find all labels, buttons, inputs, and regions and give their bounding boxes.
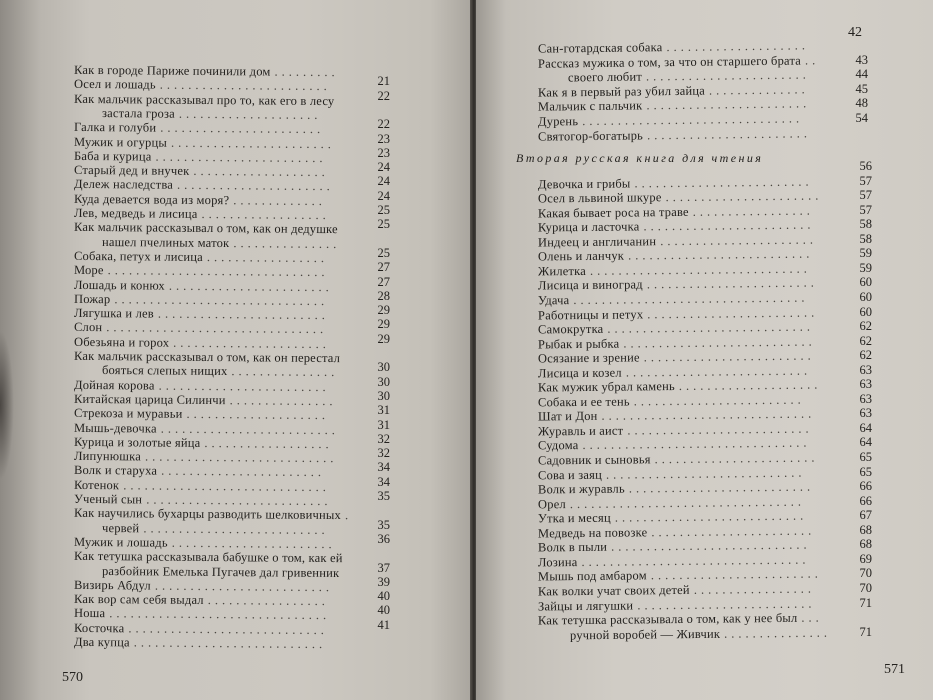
dot-leader: ..............................: [601, 406, 816, 424]
toc-entry-title: Судома: [537, 438, 579, 453]
toc-entry-title: Курица и золотые яйца: [73, 434, 201, 450]
toc-entry-title: Обезьяна и горох: [73, 334, 170, 350]
toc-entry: [102, 363, 338, 379]
toc-entry-title: Жилетка: [537, 263, 587, 279]
toc-page-number: 63: [859, 377, 872, 392]
dot-leader: .................: [693, 581, 815, 597]
dot-leader: ........................: [155, 149, 327, 165]
dot-leader: .........................: [160, 421, 339, 437]
toc-entry-title: Как научились бухарцы разводить шелковичных: [73, 506, 342, 523]
dot-leader: ...............: [231, 364, 339, 380]
toc-entry-title: Лисица и козел: [537, 365, 622, 381]
toc-entry-title: Пожар: [73, 291, 111, 307]
toc-entry-title: Стрекоза и муравьи: [73, 406, 183, 422]
toc-entry-title: Дележ наследства: [73, 177, 174, 193]
toc-page-number: 60: [859, 304, 872, 319]
toc-page-number: 25: [377, 217, 390, 232]
toc-entry-title: Куда девается вода из моря?: [73, 191, 230, 207]
dot-leader: ............................: [128, 621, 328, 637]
toc-entry-title: Ученый сын: [73, 491, 143, 507]
toc-page-number: 28: [377, 288, 390, 303]
dot-leader: ..........................: [625, 363, 812, 380]
toc-entry-title: Осел и лошадь: [73, 77, 156, 92]
toc-entry-title: Мышь-девочка: [73, 420, 157, 436]
dot-leader: .......................: [651, 523, 816, 540]
dot-leader: .......................: [170, 135, 335, 151]
toc-entry-title: Как тетушка рассказывала бабушке о том, как ей: [73, 549, 343, 566]
toc-entry-title: Осязание и зрение: [537, 350, 640, 366]
toc-page-number: 23: [377, 145, 390, 160]
toc-entry-title: Работницы и петух: [537, 306, 644, 322]
toc-page-number: 62: [859, 333, 872, 348]
dot-leader: .................: [207, 593, 329, 609]
toc-entry-title: Зайцы и лягушки: [537, 597, 634, 613]
dot-leader: ...........................: [614, 508, 808, 525]
toc-entry: [74, 277, 333, 293]
toc-entry-title: Медведь на повозке: [537, 525, 648, 541]
dot-leader: ......................: [660, 232, 817, 248]
toc-page-number: 66: [859, 479, 872, 494]
toc-entry-title: Два купца: [73, 634, 130, 650]
dot-leader: ...............: [724, 625, 832, 641]
toc-entry-title: Ноша: [73, 606, 106, 621]
toc-page-number: 35: [377, 517, 390, 532]
toc-entry-title: Старый дед и внучек: [73, 162, 190, 178]
toc-page-number: 31: [377, 403, 390, 418]
toc-page-number: 70: [859, 580, 872, 595]
dot-leader: ...........................: [144, 449, 338, 466]
toc-entry-title: Лозина: [537, 554, 578, 570]
toc-page-number: 40: [377, 603, 390, 618]
toc-page-number: 66: [859, 493, 872, 508]
toc-entry-title: Как тетушка рассказывала о том, как у нее был: [537, 610, 798, 628]
toc-entry: [74, 77, 331, 93]
left-page-number: 570: [62, 670, 83, 685]
dot-leader: ......................: [173, 335, 331, 351]
toc-page-number: 44: [855, 67, 868, 82]
toc-entry: [74, 134, 335, 150]
toc-entry: [74, 177, 334, 193]
toc-page-number: 23: [377, 131, 390, 146]
toc-entry-title: Сан-готардская собака: [537, 40, 663, 56]
toc-entry: [74, 320, 327, 336]
toc-entry-title: Как в городе Париже починили дом: [73, 62, 271, 79]
toc-page-number: 59: [859, 260, 872, 275]
toc-page-number: 63: [859, 391, 872, 406]
dot-leader: .......................: [160, 120, 325, 137]
toc-page-number: 40: [377, 589, 390, 604]
dot-leader: .................: [692, 203, 814, 219]
toc-page-number: 57: [859, 173, 872, 188]
toc-page-number: 29: [377, 317, 390, 332]
toc-page-number: 35: [377, 489, 390, 503]
toc-entry-title: Волк и старуха: [73, 463, 158, 479]
toc-page-number: 30: [377, 388, 390, 403]
dot-leader: ....................: [678, 377, 822, 394]
toc-entry-title: Визирь Абдул: [73, 577, 151, 593]
dot-leader: ................................: [581, 552, 810, 569]
toc-entry-title: Лягушка и лев: [73, 305, 154, 321]
toc-page-number: 62: [859, 348, 872, 363]
toc-entry-title: Мышь под амбаром: [537, 568, 647, 584]
dot-leader: ........................: [643, 348, 815, 365]
toc-entry: [74, 406, 329, 422]
dot-leader: ...............................: [109, 606, 331, 623]
dot-leader: ........................: [157, 306, 329, 323]
toc-page-number: 58: [859, 231, 872, 246]
toc-entry-title: Осел в львиной шкуре: [537, 190, 662, 206]
toc-page-number: 65: [859, 464, 872, 479]
toc-page-number: 37: [377, 560, 390, 575]
dot-leader: .................................: [569, 494, 806, 511]
dot-leader: .......................: [654, 450, 819, 467]
dot-leader: ..........................: [627, 421, 813, 438]
toc-page-number: 45: [855, 81, 868, 96]
toc-entry-title: Индеец и англичанин: [537, 233, 657, 250]
toc-entry-title: Море: [73, 263, 104, 278]
toc-entry: [102, 521, 329, 537]
toc-entry-title: Святогор-богатырь: [537, 127, 644, 144]
toc-entry-title: ручной воробей — Живчик: [569, 626, 721, 642]
toc-page-number: 36: [377, 531, 390, 546]
toc-page-number: 60: [859, 289, 872, 304]
toc-entry-title: Курица и ласточка: [537, 219, 640, 235]
toc-page-number: 32: [377, 446, 390, 461]
toc-page-number: 60: [859, 275, 872, 290]
dot-leader: ........................: [158, 378, 330, 394]
dot-leader: ...............................: [107, 263, 329, 280]
toc-page-number: 65: [859, 450, 872, 464]
toc-page-number: 64: [859, 435, 872, 450]
dot-leader: .................: [206, 249, 329, 265]
toc-entry-title: Сова и заяц: [537, 467, 603, 482]
dot-leader: ...............: [233, 235, 341, 251]
dot-leader: ....................: [666, 38, 810, 55]
toc-page-number: 27: [377, 260, 390, 275]
toc-page-number: 70: [859, 566, 872, 581]
dot-leader: .........................: [637, 596, 816, 612]
toc-entry: [570, 625, 831, 642]
toc-entry-title: Какая бывает роса на траве: [537, 204, 689, 221]
toc-entry-title: Как волки учат своих детей: [537, 582, 690, 599]
toc-page-number: 57: [859, 188, 872, 203]
dot-leader: ............................: [611, 537, 811, 554]
toc-entry: [74, 606, 330, 622]
toc-page-number: 58: [859, 217, 872, 232]
toc-entry-title: Шат и Дон: [537, 409, 598, 424]
toc-entry: [538, 291, 809, 308]
toc-page-number: 64: [859, 420, 872, 435]
toc-page-number: 67: [859, 508, 872, 523]
dot-leader: .................................: [573, 290, 809, 307]
dot-leader: ....................: [186, 407, 330, 423]
dot-leader: .............................: [607, 319, 815, 336]
toc-page-number: 34: [377, 474, 390, 489]
toc-entry: [74, 506, 352, 522]
toc-page-number: 32: [377, 431, 390, 446]
toc-entry-title: Баба и курица: [73, 148, 152, 164]
dot-leader: ...............................: [589, 261, 811, 278]
toc-entry-title: Собака и ее тень: [537, 394, 630, 410]
dot-leader: .........................: [154, 578, 334, 594]
toc-page-number: 43: [855, 52, 868, 67]
toc-entry-title: Дурень: [537, 114, 579, 129]
toc-entry-title: Лошадь и конюх: [73, 277, 165, 293]
toc-entry: [538, 126, 811, 143]
carryover-page-number: 42: [848, 25, 862, 40]
toc-entry: [74, 635, 326, 651]
dot-leader: ................................: [582, 436, 811, 453]
dot-leader: ........................: [643, 217, 815, 234]
toc-entry-title: Липунюшка: [73, 448, 142, 464]
toc-entry-title: Как мужик убрал камень: [537, 379, 675, 395]
dot-leader: ...............: [229, 393, 337, 409]
toc-page-number: 39: [377, 574, 390, 589]
dot-leader: ...: [801, 610, 823, 625]
dot-leader: .......................: [645, 67, 810, 84]
toc-entry-title: Журавль и аист: [537, 423, 624, 439]
toc-page-number: 22: [377, 117, 390, 132]
dot-leader: .......................: [646, 96, 811, 113]
right-page-number: 571: [884, 662, 905, 677]
dot-leader: .........: [274, 64, 339, 80]
dot-leader: ..............: [708, 82, 809, 98]
toc-entry: [74, 549, 343, 565]
toc-entry-title: Дойная корова: [73, 377, 155, 393]
toc-page-number: 34: [377, 460, 390, 475]
dot-leader: .........................: [634, 174, 813, 190]
toc-page-number: 29: [377, 331, 390, 346]
toc-page-number: 54: [855, 111, 868, 125]
section-title: Вторая русская книга для чтения: [516, 151, 764, 165]
toc-entry-title: Как мальчик рассказывал о том, как он перестал: [73, 348, 341, 366]
toc-entry-title: Утка и месяц: [537, 510, 611, 526]
toc-page-number: 68: [859, 537, 872, 552]
toc-entry-title: Волк и журавль: [537, 481, 625, 497]
toc-entry-title: Галка и голуби: [73, 120, 157, 135]
toc-page-number: 31: [377, 417, 390, 432]
toc-entry-title: Как вор сам себя выдал: [73, 591, 204, 608]
toc-page-number: 30: [377, 360, 390, 375]
dot-leader: ........................: [646, 275, 818, 292]
toc-entry: [74, 463, 325, 479]
dot-leader: .......................: [168, 278, 333, 294]
toc-entry-title: Садовник и сыновья: [537, 452, 651, 468]
toc-entry: [74, 420, 339, 436]
toc-entry-title: Лисица и виноград: [537, 277, 643, 293]
toc-entry-title: Орел: [537, 496, 566, 512]
dot-leader: ...............................: [106, 320, 328, 337]
toc-page-number: 27: [377, 274, 390, 289]
finger-shadow: [0, 330, 14, 480]
toc-page-number: 22: [377, 88, 390, 103]
toc-page-number: 59: [859, 246, 872, 261]
dot-leader: .......................: [161, 464, 326, 480]
toc-page-number: 25: [377, 245, 390, 260]
toc-entry: [74, 120, 324, 136]
toc-entry-title: Удача: [537, 293, 570, 308]
dot-leader: ...........................: [623, 334, 816, 351]
toc-entry-title: червей: [101, 520, 140, 535]
dot-leader: .......................: [646, 125, 811, 142]
toc-entry: [538, 611, 823, 628]
toc-entry-title: Лев, медведь и лисица: [73, 205, 198, 221]
toc-entry-title: Мальчик с пальчик: [537, 98, 643, 115]
dot-leader: ..........................: [146, 492, 332, 509]
dot-leader: ........................: [159, 77, 331, 94]
toc-entry: [538, 581, 815, 598]
toc-page-number: 69: [859, 551, 872, 566]
toc-entry-title: Китайская царица Силинчи: [73, 391, 226, 408]
dot-leader: ........................: [650, 566, 822, 583]
toc-entry: [538, 320, 814, 337]
toc-entry-title: Как мальчик рассказывал о том, как он дедушке: [73, 220, 338, 237]
toc-entry-title: Олень и ланчук: [537, 248, 625, 264]
toc-page-number: 24: [377, 174, 390, 189]
dot-leader: .............................: [123, 478, 330, 494]
toc-entry-title: нашел пчелиных маток: [101, 234, 230, 250]
toc-page-number: 29: [377, 303, 390, 318]
toc-page-number: 30: [377, 374, 390, 389]
toc-entry-title: Как мальчик рассказывал про то, как его в лесу: [73, 91, 335, 108]
right-page: [476, 0, 933, 700]
dot-leader: ..........................: [628, 479, 815, 496]
dot-leader: ........................: [647, 305, 819, 321]
dot-leader: ............................: [605, 465, 806, 482]
toc-entry-title: Собака, петух и лисица: [73, 248, 204, 264]
toc-entry: [102, 235, 340, 251]
dot-leader: ........................: [633, 392, 805, 409]
toc-entry-title: Котенок: [73, 477, 120, 492]
toc-entry: [74, 220, 338, 236]
toc-entry-title: Рассказ мужика о том, за что он старшего брата: [537, 53, 802, 71]
toc-entry-title: своего любит: [567, 69, 643, 85]
dot-leader: ......................: [176, 178, 334, 194]
dot-leader: ..........................: [627, 246, 814, 263]
dot-leader: ..........................: [143, 520, 329, 537]
toc-entry-title: Рыбак и рыбка: [537, 336, 620, 352]
toc-page-number: 57: [859, 202, 872, 217]
toc-entry-title: Мужик и огурцы: [73, 134, 168, 150]
toc-page-number: 41: [377, 617, 390, 632]
toc-page-number: 48: [855, 96, 868, 111]
dot-leader: .: [344, 508, 353, 523]
toc-entry-title: Косточка: [73, 620, 125, 636]
toc-page-number: 56: [859, 159, 872, 173]
dot-leader: .............: [233, 192, 326, 208]
toc-page-number: 25: [377, 203, 390, 217]
dot-leader: ..: [804, 52, 820, 68]
dot-leader: ......................: [665, 188, 823, 205]
dot-leader: .......................: [171, 535, 336, 552]
toc-page-number: 24: [377, 160, 390, 175]
toc-page-number: 71: [859, 595, 872, 610]
dot-leader: ..................: [201, 206, 330, 223]
toc-page-number: 62: [859, 319, 872, 334]
toc-entry: [102, 563, 339, 579]
toc-entry-title: застала гроза: [101, 105, 175, 121]
toc-entry-title: Девочка и грибы: [537, 176, 631, 191]
toc-entry-title: Самокрутка: [537, 321, 604, 337]
dot-leader: ..................: [204, 435, 333, 451]
toc-page-number: 68: [859, 522, 872, 537]
toc-page-number: 63: [859, 362, 872, 377]
toc-entry-title: Слон: [73, 320, 103, 335]
toc-page-number: 21: [377, 74, 390, 89]
toc-entry-title: Как я в первый раз убил зайца: [537, 83, 706, 100]
toc-entry: [74, 263, 329, 279]
toc-page-number: 24: [377, 188, 390, 203]
dot-leader: ..............................: [114, 292, 329, 308]
dot-leader: ...........................: [133, 635, 327, 652]
toc-entry-title: Волк в пыли: [537, 540, 608, 555]
toc-entry-title: разбойник Емелька Пугачев дал гривенник: [101, 563, 340, 580]
dot-leader: ...................: [193, 164, 329, 180]
toc-page-number: 63: [859, 406, 872, 421]
toc-page-number: 71: [859, 624, 872, 639]
dot-leader: ...............................: [582, 111, 804, 129]
toc-entry-title: Мужик и лошадь: [73, 534, 168, 550]
dot-leader: ....................: [178, 106, 322, 122]
toc-entry-title: бояться слепых нищих: [101, 363, 228, 379]
